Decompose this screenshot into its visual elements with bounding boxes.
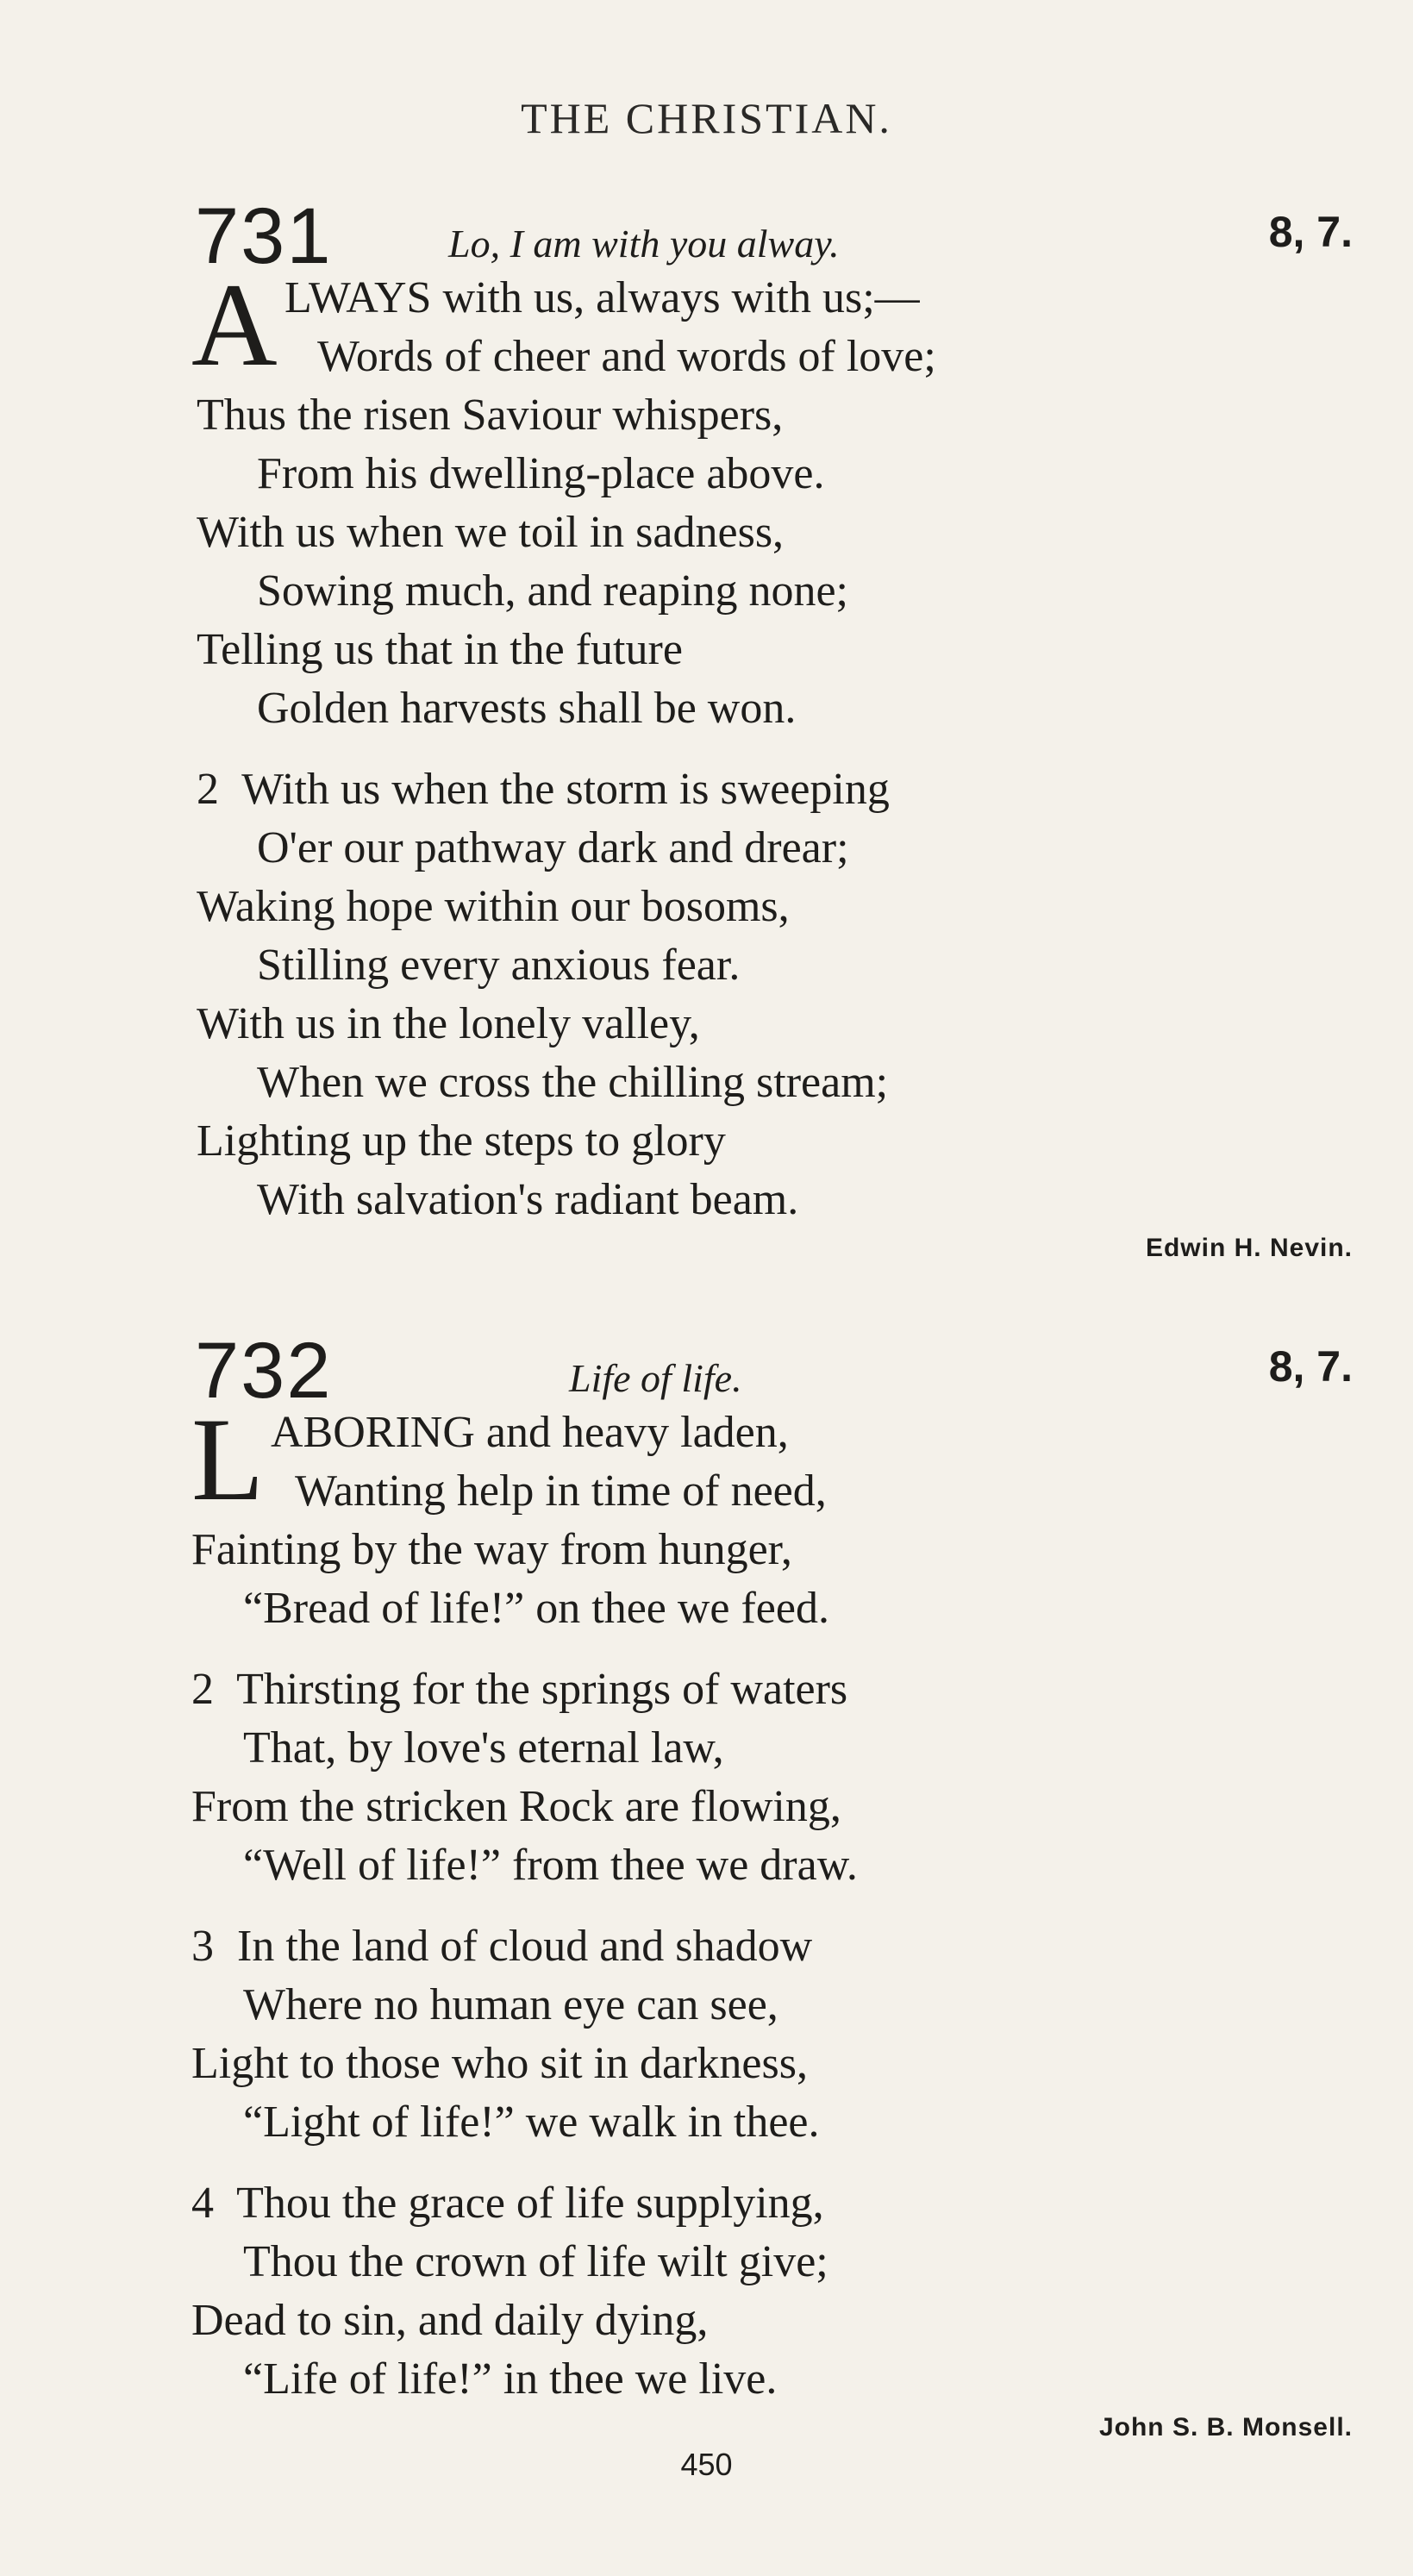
- hymn-number: 731: [195, 192, 333, 280]
- verse-line: “Life of life!” in thee we live.: [243, 2354, 778, 2404]
- hymn-meter: 8, 7.: [1268, 208, 1353, 256]
- verse-line: With salvation's radiant beam.: [257, 1175, 799, 1224]
- verse-line: With us when we toil in sadness,: [197, 508, 785, 557]
- verse-line: Telling us that in the future: [197, 625, 683, 674]
- verse-line: Thus the risen Saviour whispers,: [197, 391, 784, 440]
- stanza-3: [0, 1917, 1413, 2152]
- stanza-number: 3: [191, 1922, 214, 1971]
- verse-line: 4 Thou the grace of life supplying,: [0, 2174, 1413, 2233]
- stanza-number: 4: [191, 2179, 214, 2228]
- verse-line: That, by love's eternal law,: [243, 1723, 724, 1773]
- verse-line: Light to those who sit in darkness,: [191, 2039, 808, 2088]
- hymn-title: Lo, I am with you alway.: [448, 222, 840, 266]
- verse-line: “Bread of life!” on thee we feed.: [243, 1584, 829, 1633]
- author-credit: Edwin H. Nevin.: [1145, 1234, 1353, 1262]
- drop-cap: L: [191, 1393, 265, 1525]
- verse-line: Dead to sin, and daily dying,: [191, 2296, 709, 2345]
- verse-line: Sowing much, and reaping none;: [257, 566, 848, 616]
- hymn-731: [0, 191, 1413, 1267]
- verse-line: 3 In the land of cloud and shadow: [0, 1917, 1413, 1976]
- stanza-number: 2: [197, 765, 219, 814]
- stanza-4: [0, 2174, 1413, 2409]
- verse-line: Where no human eye can see,: [243, 1980, 778, 2029]
- verse-line: Golden harvests shall be won.: [257, 684, 797, 733]
- hymn-number: 732: [195, 1327, 333, 1415]
- verse-line: Fainting by the way from hunger,: [191, 1525, 792, 1574]
- hymn-meter: 8, 7.: [1268, 1342, 1353, 1391]
- verse-line: From his dwelling-place above.: [257, 449, 825, 498]
- stanza-1: [0, 1393, 1413, 1638]
- hymn-732: [0, 1326, 1413, 2447]
- verse-line: Stilling every anxious fear.: [257, 941, 741, 990]
- stanza-number: 2: [191, 1665, 214, 1714]
- drop-cap: A: [191, 259, 278, 391]
- verse-line: Wanting help in time of need,: [295, 1466, 827, 1516]
- stanza-2: [0, 760, 1413, 1229]
- verse-line: ABORING and heavy laden,: [271, 1408, 789, 1457]
- verse-line: From the stricken Rock are flowing,: [191, 1782, 841, 1831]
- verse-line: Waking hope within our bosoms,: [197, 882, 790, 931]
- running-head: THE CHRISTIAN.: [521, 94, 892, 142]
- page-number: 450: [680, 2447, 733, 2482]
- verse-line: 2 Thirsting for the springs of waters: [0, 1660, 1413, 1719]
- author-credit: John S. B. Monsell.: [1098, 2413, 1353, 2442]
- verse-line: 2 With us when the storm is sweeping: [0, 760, 1413, 819]
- verse-line: Words of cheer and words of love;: [317, 332, 936, 381]
- verse-line: O'er our pathway dark and drear;: [257, 823, 849, 872]
- verse-line: Thou the crown of life wilt give;: [243, 2237, 828, 2286]
- verse-line: LWAYS with us, always with us;—: [284, 273, 920, 322]
- verse-line: Lighting up the steps to glory: [197, 1116, 726, 1166]
- stanza-1: [0, 259, 1413, 738]
- hymn-header: [0, 1326, 1413, 1415]
- verse-line: “Light of life!” we walk in thee.: [243, 2098, 820, 2147]
- hymn-title: Life of life.: [569, 1356, 742, 1400]
- verse-line: When we cross the chilling stream;: [257, 1058, 889, 1107]
- hymn-header: [0, 191, 1413, 280]
- verse-line: With us in the lonely valley,: [197, 999, 700, 1048]
- stanza-2: [0, 1660, 1413, 1895]
- verse-line: “Well of life!” from thee we draw.: [243, 1841, 858, 1890]
